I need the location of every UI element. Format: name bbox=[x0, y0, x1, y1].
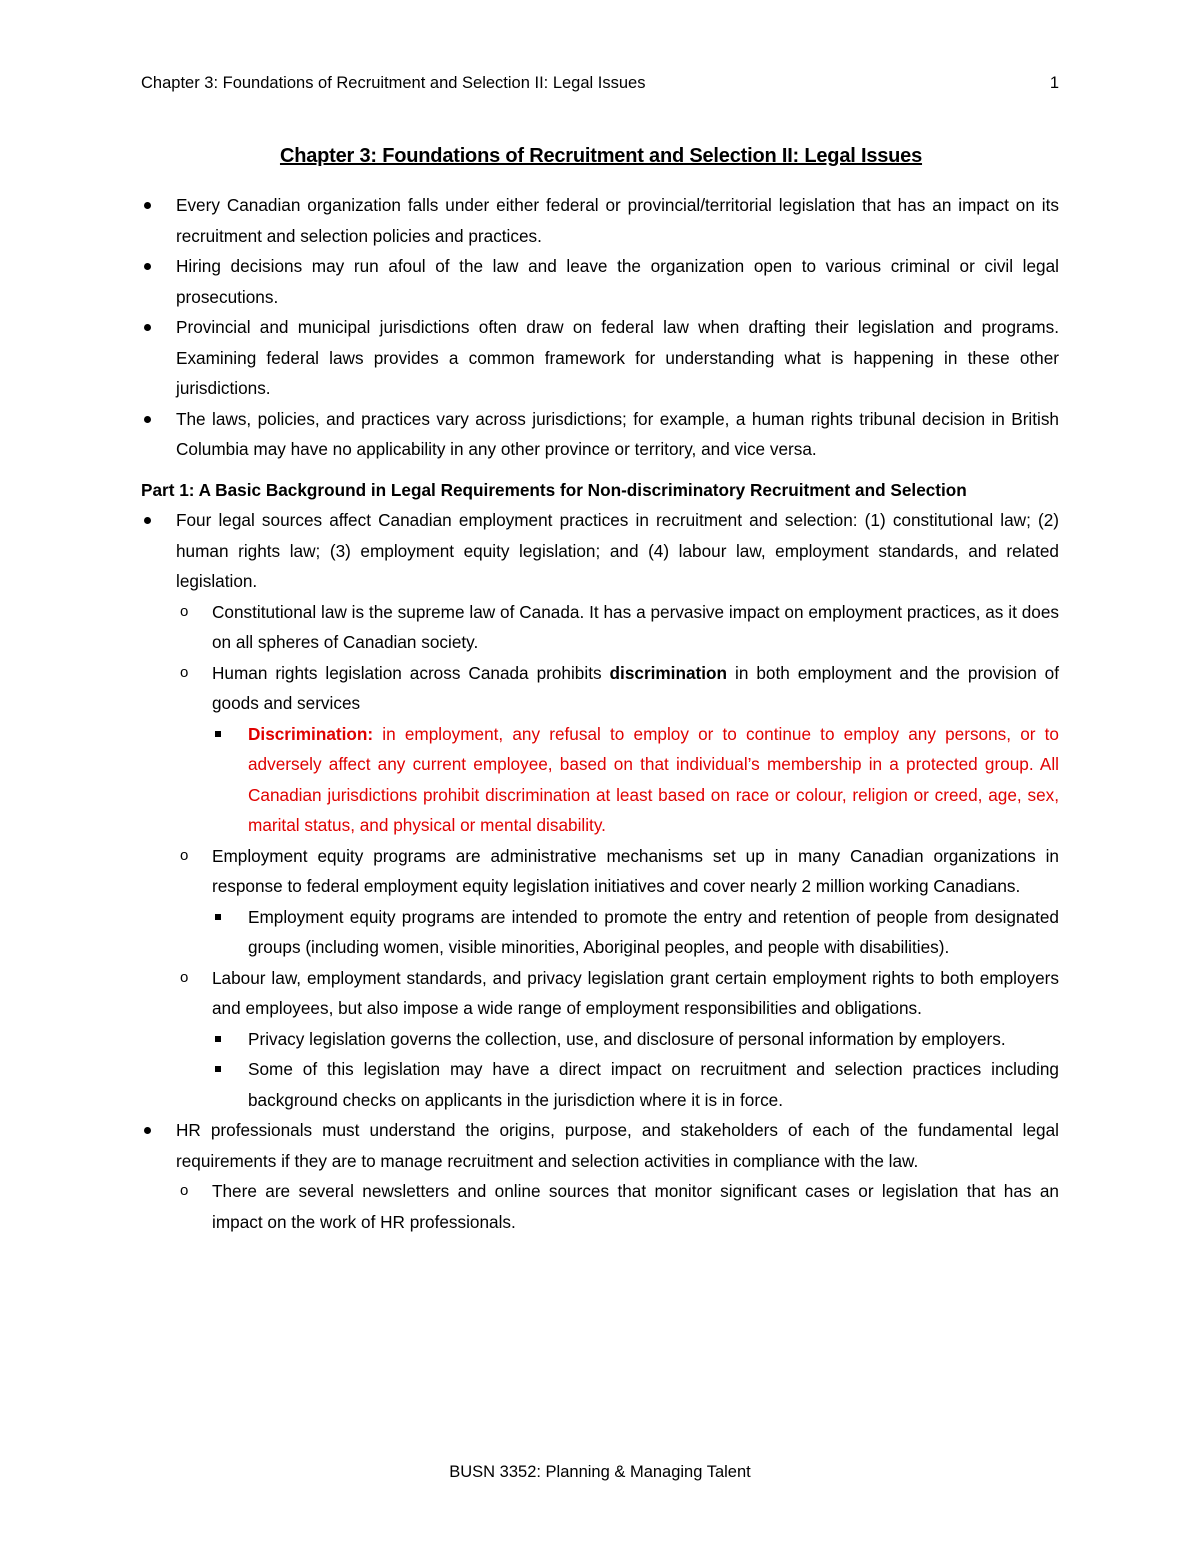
sub-bullet-constitutional-law: o Constitutional law is the supreme law of Canada. It has a pervasive impact on employment practices, as it does on all spheres of Canadian society. bbox=[176, 597, 1059, 658]
section-heading-part1: Part 1: A Basic Background in Legal Requirements for Non-discriminatory Recruitment and Selection bbox=[141, 479, 967, 500]
legal-sources-sublist bbox=[176, 597, 1059, 1116]
employment-equity-sublist bbox=[212, 902, 1059, 963]
human-rights-text-post: in both employment and the provision of goods and services bbox=[212, 662, 1059, 713]
running-header-title: Chapter 3: Foundations of Recruitment and Selection II: Legal Issues bbox=[141, 74, 646, 92]
part1-bullet-list bbox=[141, 505, 1059, 1237]
privacy-legislation-detail: Privacy legislation governs the collection, use, and disclosure of personal information by employers. bbox=[212, 1024, 1059, 1055]
intro-bullet-1: Every Canadian organization falls under either federal or provincial/territorial legislation that has an impact on its recruitment and selection policies and practices. bbox=[141, 190, 1059, 251]
hr-professionals-sublist bbox=[176, 1176, 1059, 1237]
employment-equity-text: Employment equity programs are administrative mechanisms set up in many Canadian organizations in response to federal employment equity legislation initiatives and cover nearly 2 million working Canadians. bbox=[212, 845, 1059, 896]
human-rights-sublist bbox=[212, 719, 1059, 841]
running-footer: BUSN 3352: Planning & Managing Talent bbox=[449, 1463, 751, 1481]
intro-bullet-2: Hiring decisions may run afoul of the law and leave the organization open to various criminal or civil legal prosecutions. bbox=[141, 251, 1059, 312]
labour-law-sublist bbox=[212, 1024, 1059, 1116]
sub-bullet-human-rights bbox=[176, 658, 1059, 841]
document-body bbox=[141, 190, 1059, 1237]
running-header bbox=[141, 70, 1061, 96]
labour-law-text: Labour law, employment standards, and privacy legislation grant certain employment rights to both employers and employees, but also impose a wide range of employment responsibilities and obligations. bbox=[212, 967, 1059, 1018]
part1-bullet-legal-sources bbox=[141, 505, 1059, 1115]
intro-bullet-4: The laws, policies, and practices vary across jurisdictions; for example, a human rights tribunal decision in British Columbia may have no applicability in any other province or territory, and vice versa. bbox=[141, 404, 1059, 465]
term-discrimination: discrimination bbox=[609, 662, 728, 683]
part1-bullet-legal-sources-text: Four legal sources affect Canadian employment practices in recruitment and selection: (1) constitutional law; (2) human rights law; (3) employment equity legislation; and (4) labour law, employment standards, and related legislation. bbox=[176, 510, 1059, 591]
sub-bullet-employment-equity bbox=[176, 841, 1059, 963]
intro-bullet-list bbox=[141, 190, 1059, 465]
part1-bullet-hr-professionals bbox=[141, 1115, 1059, 1237]
definition-discrimination bbox=[212, 719, 1059, 841]
employment-equity-detail: Employment equity programs are intended to promote the entry and retention of people from designated groups (including women, visible minorities, Aboriginal peoples, and people with disabilities). bbox=[212, 902, 1059, 963]
definition-term: Discrimination: bbox=[248, 723, 374, 744]
definition-text: in employment, any refusal to employ or to continue to employ any persons, or to adversely affect any current employee, based on that individual’s membership in a protected group. All Canadian jurisdictions prohibit discrimination at least based on race or colour, religion or creed, age, sex, marital status, and physical or mental disability. bbox=[248, 723, 1059, 835]
human-rights-text-pre: Human rights legislation across Canada prohibits bbox=[212, 662, 610, 683]
part1-bullet-hr-professionals-text: HR professionals must understand the origins, purpose, and stakeholders of each of the fundamental legal requirements if they are to manage recruitment and selection activities in compliance with the law. bbox=[176, 1120, 1059, 1171]
sub-bullet-newsletters: o There are several newsletters and online sources that monitor significant cases or legislation that has an impact on the work of HR professionals. bbox=[176, 1176, 1059, 1237]
page-number: 1 bbox=[1049, 74, 1059, 92]
background-checks-detail: Some of this legislation may have a direct impact on recruitment and selection practices including background checks on applicants in the jurisdiction where it is in force. bbox=[212, 1054, 1059, 1115]
document-title: Chapter 3: Foundations of Recruitment and Selection II: Legal Issues bbox=[279, 145, 923, 167]
sub-bullet-labour-law bbox=[176, 963, 1059, 1116]
intro-bullet-3: Provincial and municipal jurisdictions often draw on federal law when drafting their legislation and programs. Examining federal laws provides a common framework for understanding what is happening in these other jurisdictions. bbox=[141, 312, 1059, 404]
